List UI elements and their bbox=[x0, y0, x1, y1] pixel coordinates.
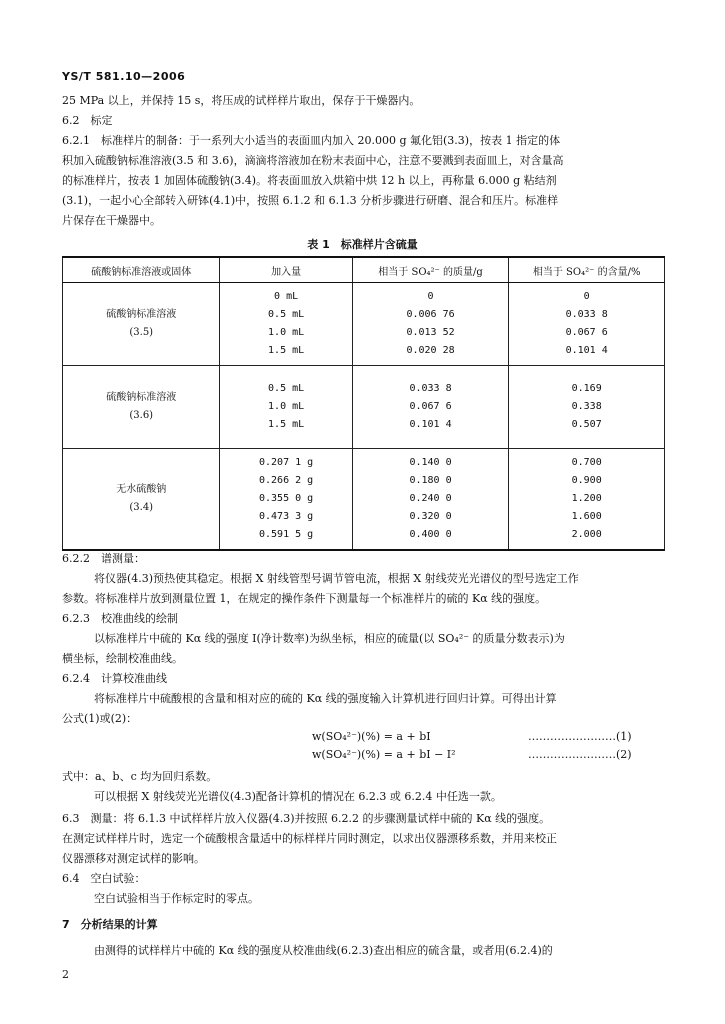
table-value: 0.591 5 g bbox=[259, 529, 314, 540]
paragraph-line: 式中：a、b、c 均为回归系数。 bbox=[62, 770, 218, 783]
table-value: 0.101 4 bbox=[409, 419, 452, 430]
section-heading: 6.2.4 计算校准曲线 bbox=[62, 672, 167, 685]
mass-cell bbox=[352, 449, 509, 551]
table-value: 1.0 mL bbox=[268, 327, 305, 338]
content-cell bbox=[509, 366, 665, 449]
section-heading: 6.4 空白试验： bbox=[62, 872, 146, 885]
table-value: 0.5 mL bbox=[268, 309, 305, 320]
formula-2: w(SO₄²⁻)(%) = a + bI − I² bbox=[312, 748, 456, 761]
paragraph-line: 仪器漂移对测定试样的影响。 bbox=[62, 852, 205, 865]
amount-cell bbox=[220, 366, 352, 449]
group-name-cell bbox=[63, 449, 220, 551]
amount-cell bbox=[220, 449, 352, 551]
table-value: 0.266 2 g bbox=[259, 475, 314, 486]
group-ref: (3.5) bbox=[129, 327, 154, 338]
column-header: 相当于 SO₄²⁻ 的质量/g bbox=[352, 257, 509, 283]
table-value: 0.033 8 bbox=[409, 383, 452, 394]
table-value: 1.5 mL bbox=[268, 419, 305, 430]
table-row bbox=[63, 449, 665, 551]
table-header-row bbox=[63, 257, 665, 283]
table-value: 0.020 28 bbox=[406, 345, 455, 356]
section-heading: 6.2 标定 bbox=[62, 114, 113, 127]
table-value: 0.900 bbox=[571, 475, 602, 486]
group-name-cell bbox=[63, 366, 220, 449]
formula-1: w(SO₄²⁻)(%) = a + bI bbox=[312, 730, 431, 743]
table-value: 1.200 bbox=[571, 493, 602, 504]
section-heading: 6.2.2 谱测量： bbox=[62, 552, 145, 565]
table-value: 0.067 6 bbox=[409, 401, 452, 412]
table-value: 0.338 bbox=[571, 401, 602, 412]
content-cell bbox=[509, 449, 665, 551]
paragraph-line: 以标准样片中硫的 Kα 线的强度 I(净计数率)为纵坐标，相应的硫量(以 SO₄²⁻ 的质量分数表示)为 bbox=[94, 632, 565, 645]
table-value: 0.067 6 bbox=[565, 327, 608, 338]
table-row bbox=[63, 366, 665, 449]
group-ref: (3.4) bbox=[129, 502, 154, 513]
formula-1-number: ……………………(1) bbox=[528, 730, 632, 743]
column-header: 加入量 bbox=[220, 257, 352, 283]
table-value: 1.5 mL bbox=[268, 345, 305, 356]
paragraph-line: 6.2.1 标准样片的制备：于一系列大小适当的表面皿内加入 20.000 g 氟化铝(3.3)，按表 1 指定的体 bbox=[62, 134, 561, 147]
amount-cell bbox=[220, 283, 352, 366]
group-ref: (3.6) bbox=[129, 410, 154, 421]
paragraph-line: 横坐标，绘制校准曲线。 bbox=[62, 652, 183, 665]
table-caption: 表 1 标准样片含硫量 bbox=[307, 238, 418, 251]
table-value: 0.101 4 bbox=[565, 345, 608, 356]
table-value: 0.355 0 g bbox=[259, 493, 314, 504]
table-value: 0 bbox=[583, 291, 590, 302]
paragraph-line: 将仪器(4.3)预热使其稳定。根据 X 射线管型号调节管电流，根据 X 射线荧光光谱仪的型号选定工作 bbox=[94, 572, 579, 585]
table-value: 0.207 1 g bbox=[259, 457, 314, 468]
table-value: 1.600 bbox=[571, 511, 602, 522]
paragraph-line: 空白试验相当于作标定时的零点。 bbox=[94, 892, 259, 905]
formula-2-number: ……………………(2) bbox=[528, 748, 632, 761]
paragraph-line: 片保存在干燥器中。 bbox=[62, 214, 161, 227]
table-value: 0.013 52 bbox=[406, 327, 455, 338]
paragraph-line: 公式(1)或(2)： bbox=[62, 712, 138, 725]
standard-header: YS/T 581.10—2006 bbox=[62, 70, 186, 83]
table-value: 1.0 mL bbox=[268, 401, 305, 412]
page-number: 2 bbox=[62, 968, 69, 981]
column-header: 相当于 SO₄²⁻ 的含量/% bbox=[509, 257, 665, 283]
table-value: 0.5 mL bbox=[268, 383, 305, 394]
mass-cell bbox=[352, 366, 509, 449]
paragraph-line: 由测得的试样样片中硫的 Kα 线的强度从校准曲线(6.2.3)查出相应的硫含量，或者用(6.2.4)的 bbox=[94, 944, 553, 957]
table-value: 0.033 8 bbox=[565, 309, 608, 320]
group-name: 硫酸钠标准溶液 bbox=[106, 392, 177, 403]
paragraph-line: 在测定试样样片时，选定一个硫酸根含量适中的标样样片同时测定，以求出仪器漂移系数，并用来校正 bbox=[62, 832, 557, 845]
table-value: 2.000 bbox=[571, 529, 602, 540]
paragraph-line: 将标准样片中硫酸根的含量和相对应的硫的 Kα 线的强度输入计算机进行回归计算。可得出计算 bbox=[94, 692, 557, 705]
table-value: 0 mL bbox=[274, 291, 299, 302]
group-name: 硫酸钠标准溶液 bbox=[106, 309, 177, 320]
paragraph-line: 25 MPa 以上，并保持 15 s，将压成的试样样片取出，保存于干燥器内。 bbox=[62, 94, 421, 107]
table-value: 0.180 0 bbox=[409, 475, 452, 486]
paragraph-line: (3.1)，一起小心全部转入研钵(4.1)中，按照 6.1.2 和 6.1.3 分析步骤进行研磨、混合和压片。标准样 bbox=[62, 194, 559, 207]
content-cell bbox=[509, 283, 665, 366]
group-name-cell bbox=[63, 283, 220, 366]
table-value: 0 bbox=[427, 291, 434, 302]
table-value: 0.507 bbox=[571, 419, 602, 430]
table-value: 0.320 0 bbox=[409, 511, 452, 522]
table-value: 0.473 3 g bbox=[259, 511, 314, 522]
mass-cell bbox=[352, 283, 509, 366]
table-value: 0.169 bbox=[571, 383, 602, 394]
table-value: 0.700 bbox=[571, 457, 602, 468]
paragraph-line: 积加入硫酸钠标准溶液(3.5 和 3.6)，滴滴将溶液加在粉末表面中心，注意不要溅到表面皿上，对含量高 bbox=[62, 154, 564, 167]
table-value: 0.240 0 bbox=[409, 493, 452, 504]
paragraph-line: 的标准样片，按表 1 加固体硫酸钠(3.4)。将表面皿放入烘箱中烘 12 h 以上，再称量 6.000 g 粘结剂 bbox=[62, 174, 557, 187]
table-row bbox=[63, 283, 665, 366]
chapter-heading: 7 分析结果的计算 bbox=[62, 918, 158, 931]
section-heading: 6.2.3 校准曲线的绘制 bbox=[62, 612, 178, 625]
table-value: 0.140 0 bbox=[409, 457, 452, 468]
standard-sulfur-table bbox=[62, 256, 665, 551]
group-name: 无水硫酸钠 bbox=[116, 484, 167, 495]
table-value: 0.400 0 bbox=[409, 529, 452, 540]
column-header: 硫酸钠标准溶液或固体 bbox=[63, 257, 220, 283]
paragraph-line: 6.3 测量：将 6.1.3 中试样样片放入仪器(4.3)并按照 6.2.2 的步骤测量试样中硫的 Kα 线的强度。 bbox=[62, 812, 551, 825]
table-value: 0.006 76 bbox=[406, 309, 455, 320]
paragraph-line: 可以根据 X 射线荧光光谱仪(4.3)配备计算机的情况在 6.2.3 或 6.2.4 中任选一款。 bbox=[94, 790, 502, 803]
paragraph-line: 参数。将标准样片放到测量位置 1，在规定的操作条件下测量每一个标准样片的硫的 Kα 线的强度。 bbox=[62, 592, 547, 605]
